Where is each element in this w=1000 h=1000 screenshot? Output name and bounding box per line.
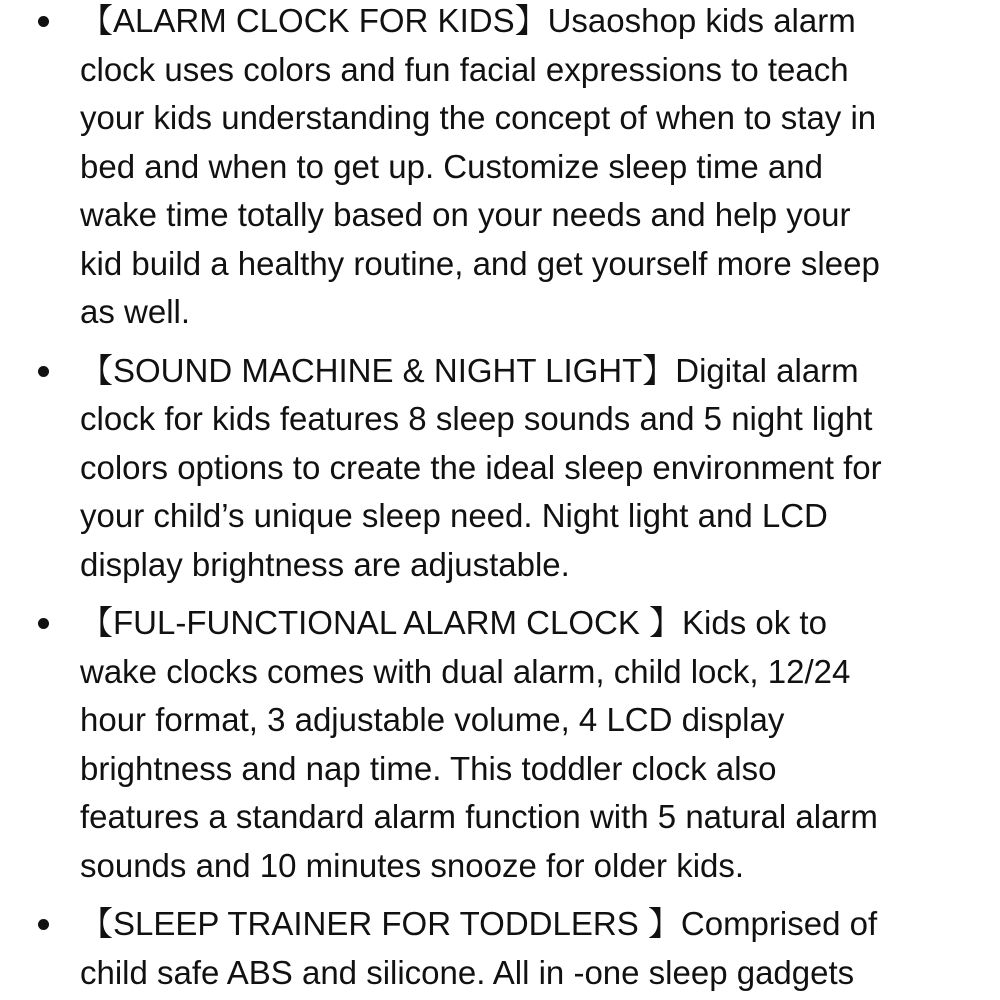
text-line: child safe ABS and silicone. All in -one sleep gadgets — [80, 953, 855, 991]
bullet-dot-icon — [38, 366, 49, 377]
bullet-dot-icon — [38, 919, 49, 930]
text-line: display brightness are adjustable. — [80, 545, 570, 583]
feature-bullet-sound-machine — [0, 347, 1000, 590]
text-line: features a standard alarm function with 5 natural alarm — [80, 798, 878, 835]
feature-bullet-sleep-trainer — [0, 900, 1000, 997]
text-line: colors options to create the ideal sleep environment for — [80, 448, 882, 486]
bullet-dot-icon — [38, 16, 49, 27]
text-line: hour format, 3 adjustable volume, 4 LCD display — [80, 701, 785, 738]
bullet-dot-icon — [38, 618, 49, 629]
text-line: clock for kids features 8 sleep sounds and 5 night light — [80, 400, 873, 437]
text-line: 【FUL-FUNCTIONAL ALARM CLOCK 】Kids ok to — [80, 604, 827, 641]
text-line: wake time totally based on your needs and help your — [80, 196, 851, 233]
text-line: bed and when to get up. Customize sleep time and — [80, 147, 823, 185]
feature-text — [80, 599, 980, 890]
feature-bullet-functional-clock — [0, 599, 1000, 890]
feature-text — [80, 0, 980, 337]
text-line: 【ALARM CLOCK FOR KIDS】Usaoshop kids alarm — [80, 2, 856, 39]
feature-text — [80, 900, 980, 997]
text-line: wake clocks comes with dual alarm, child lock, 12/24 — [80, 652, 851, 690]
text-line: as well. — [80, 293, 191, 330]
text-line: brightness and nap time. This toddler clock also — [80, 749, 777, 787]
text-line: your kids understanding the concept of when to stay in — [80, 99, 877, 136]
feature-text — [80, 347, 980, 590]
text-line: 【SOUND MACHINE & NIGHT LIGHT】Digital alarm — [80, 351, 859, 389]
text-line: 【SLEEP TRAINER FOR TODDLERS 】Comprised of — [80, 905, 878, 942]
text-line: kid build a healthy routine, and get yourself more sleep — [80, 244, 880, 282]
text-line: your child’s unique sleep need. Night light and LCD — [80, 497, 828, 534]
text-line: sounds and 10 minutes snooze for older kids. — [80, 846, 745, 884]
feature-bullet-alarm-clock — [0, 0, 1000, 337]
text-line: clock uses colors and fun facial expressions to teach — [80, 50, 849, 88]
